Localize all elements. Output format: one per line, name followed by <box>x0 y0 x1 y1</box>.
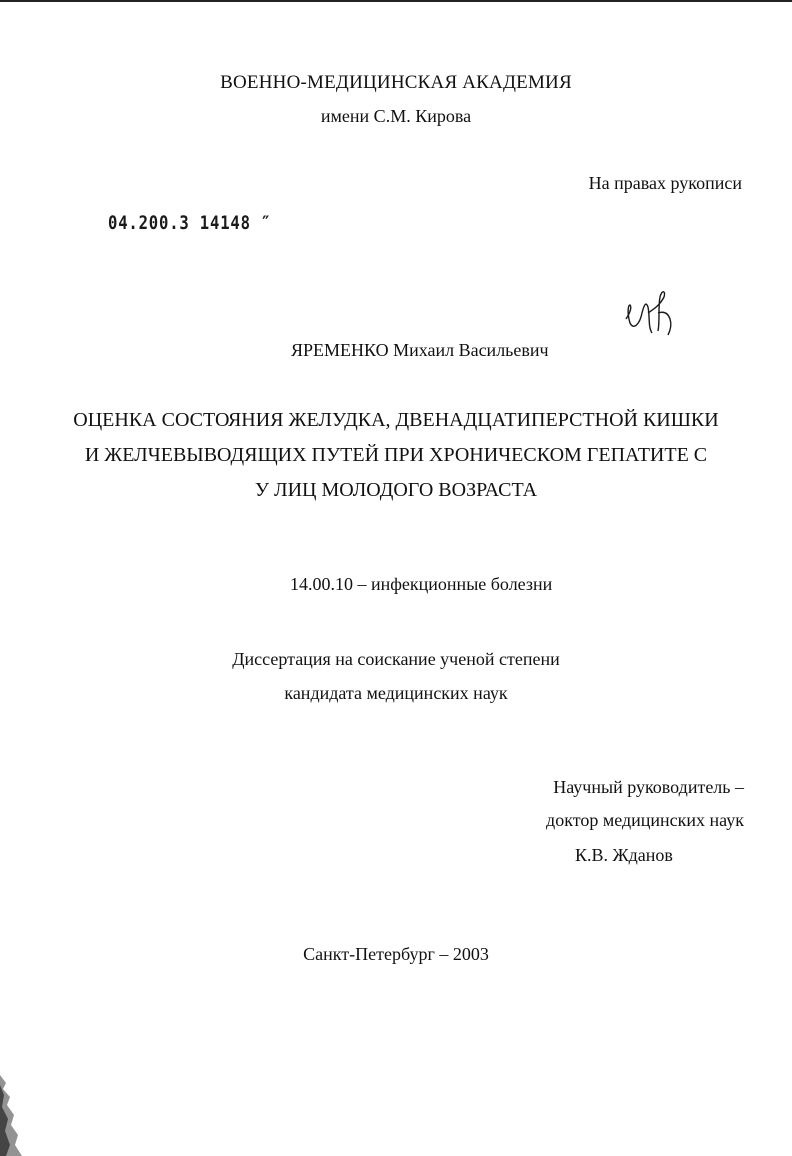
degree-line: кандидата медицинских наук <box>284 683 508 703</box>
code-mark-icon: ″ <box>261 212 272 234</box>
supervisor-role: Научный руководитель – <box>553 777 744 797</box>
supervisor-name: К.В. Жданов <box>575 845 673 865</box>
author-name: ЯРЕМЕНКО Михаил Васильевич <box>291 340 549 360</box>
institution-name: ВОЕННО-МЕДИЦИНСКАЯ АКАДЕМИЯ <box>220 72 572 93</box>
signature-icon <box>618 283 678 343</box>
title-line: У ЛИЦ МОЛОДОГО ВОЗРАСТА <box>254 479 538 501</box>
registration-code: 04.200.3 14148 ″ <box>108 212 272 234</box>
specialty-code: 14.00.10 – инфекционные болезни <box>290 574 553 594</box>
rights-note: На правах рукописи <box>588 173 742 193</box>
place-and-year: Санкт-Петербург – 2003 <box>303 944 489 964</box>
title-line: ОЦЕНКА СОСТОЯНИЯ ЖЕЛУДКА, ДВЕНАДЦАТИПЕРСТНОЙ КИШКИ <box>73 409 719 431</box>
degree-line: Диссертация на соискание ученой степени <box>232 649 560 669</box>
degree-statement <box>0 642 792 710</box>
title-line: И ЖЕЛЧЕВЫВОДЯЩИХ ПУТЕЙ ПРИ ХРОНИЧЕСКОМ ГЕПАТИТЕ С <box>84 444 708 466</box>
dissertation-title <box>0 403 792 508</box>
institution-subtitle: имени С.М. Кирова <box>320 106 472 126</box>
scan-edge-artifact <box>0 1075 30 1156</box>
scan-top-border <box>0 0 792 2</box>
supervisor-title: доктор медицинских наук <box>546 810 744 830</box>
